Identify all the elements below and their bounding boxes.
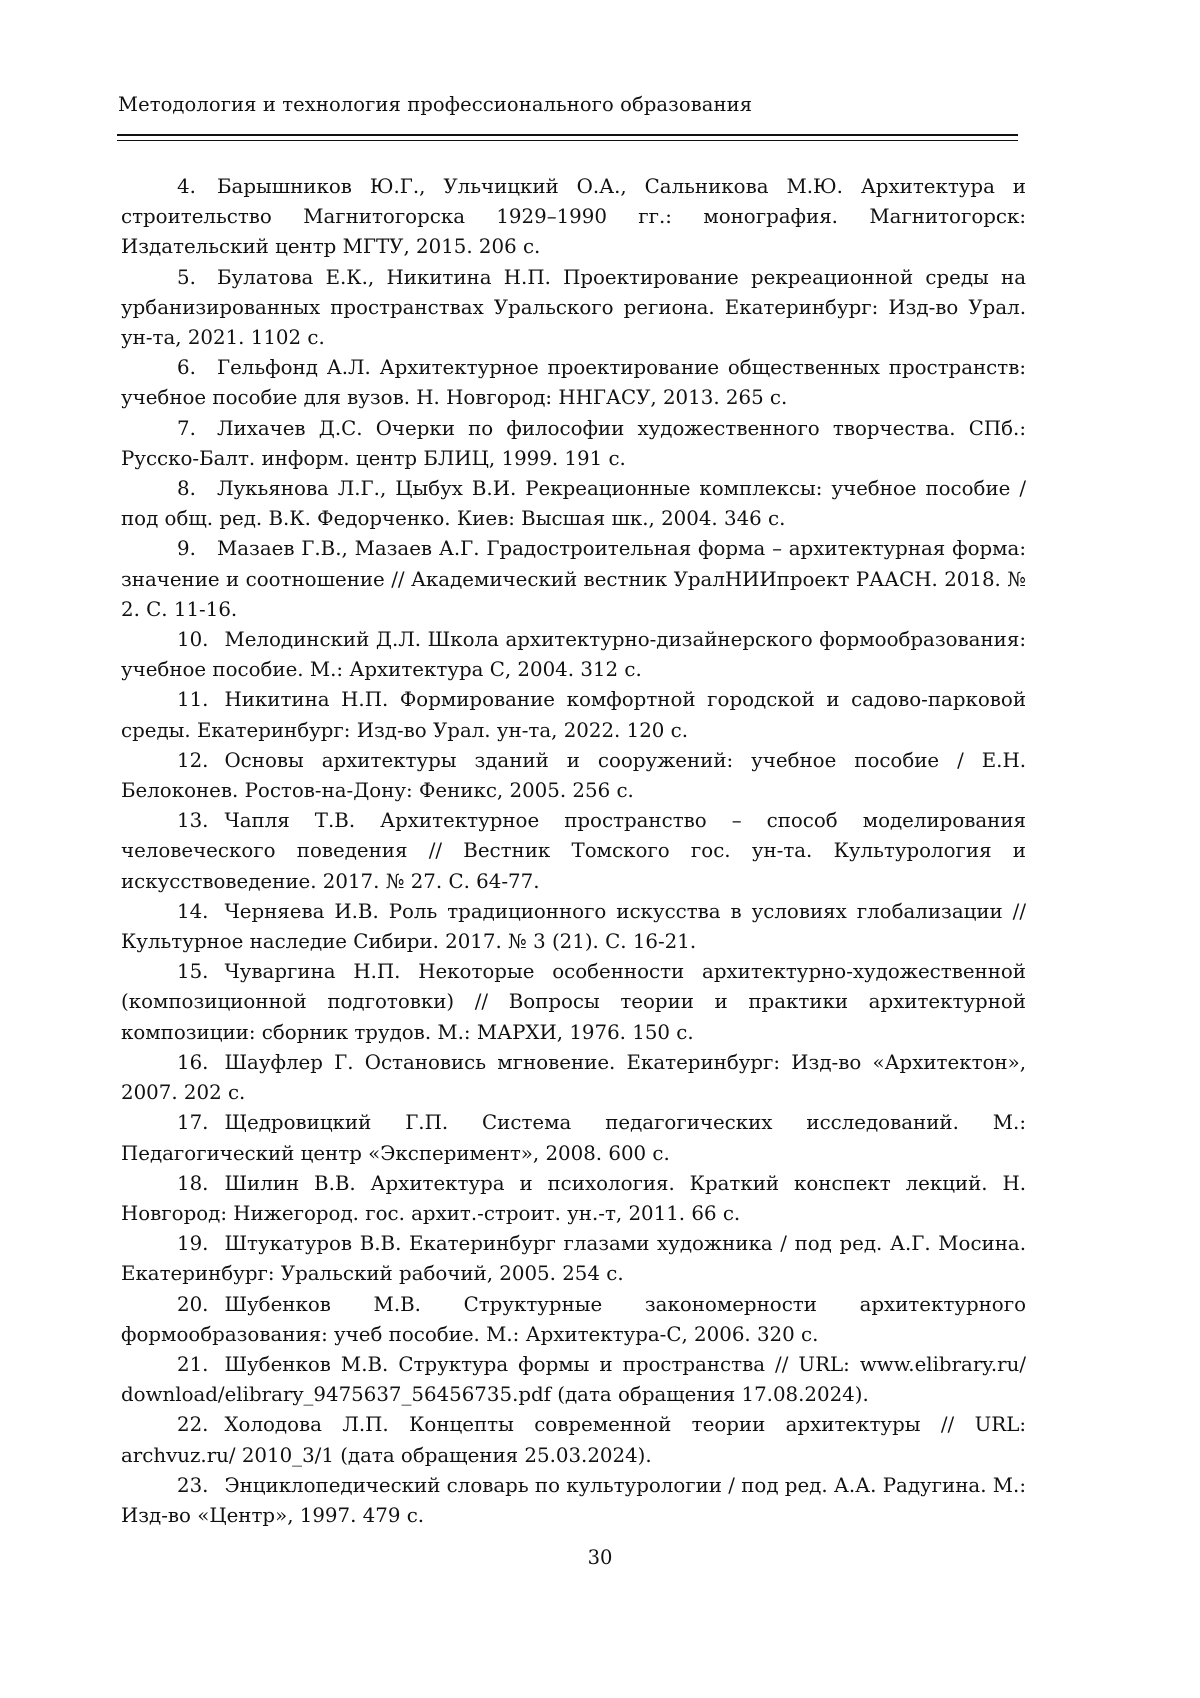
reference-item (121, 1048, 1026, 1108)
reference-item (121, 534, 1026, 625)
reference-number: 6. (177, 356, 196, 380)
reference-text: Штукатуров В.В. Екатеринбург глазами художника / под ред. А.Г. Мосина. Екатеринбург: Уральский рабочий, 2005. 254 с. (121, 1232, 1026, 1286)
reference-number: 17. (177, 1111, 209, 1135)
reference-number: 5. (177, 265, 196, 289)
reference-text: Шауфлер Г. Остановись мгновение. Екатеринбург: Изд-во «Архитектон», 2007. 202 с. (121, 1050, 1026, 1105)
reference-text: Щедровицкий Г.П. Система педагогических исследований. М.: Педагогический центр «Эксперимент», 2008. 600 с. (121, 1111, 1026, 1165)
reference-item (121, 1229, 1026, 1289)
header-rule-thin (117, 140, 1018, 141)
page-number: 30 (587, 1546, 613, 1569)
reference-number: 23. (177, 1473, 209, 1497)
reference-text: Черняева И.В. Роль традиционного искусства в условиях глобализации // Культурное наследие Сибири. 2017. № 3 (21). С. 16-21. (121, 899, 1026, 954)
reference-text: Мелодинский Д.Л. Школа архитектурно-дизайнерского формообразования: учебное пособие. М.: Архитектура С, 2004. 312 с. (121, 628, 1026, 682)
header-rule-thick (117, 134, 1018, 136)
reference-text: Никитина Н.П. Формирование комфортной городской и садово-парковой среды. Екатеринбург: Изд-во Урал. ун-та, 2022. 120 с. (121, 688, 1026, 742)
reference-number: 20. (177, 1292, 209, 1316)
running-head-title: Методология и технология профессионального образования (118, 93, 753, 116)
reference-number: 16. (177, 1050, 209, 1074)
reference-text: Барышников Ю.Г., Ульчицкий О.А., Сальникова М.Ю. Архитектура и строительство Магнитогорска 1929–1990 гг.: монография. Магнитогорск: Издательский центр МГТУ, 2015. 206 с. (121, 175, 1026, 259)
reference-item (121, 897, 1026, 957)
reference-item (121, 263, 1026, 354)
reference-number: 14. (177, 899, 209, 923)
reference-number: 9. (177, 537, 196, 561)
reference-text: Холодова Л.П. Концепты современной теории архитектуры // URL: archvuz.ru/ 2010_3/1 (дата обращения 25.03.2024). (121, 1413, 1026, 1467)
reference-item (121, 414, 1026, 474)
reference-text: Чуваргина Н.П. Некоторые особенности архитектурно-художественной (композиционной подготовки) // Вопросы теории и практики архитектурной композиции: сборник трудов. М.: МАРХИ, 1976. 150 с. (121, 960, 1026, 1044)
reference-item (121, 1471, 1026, 1531)
reference-item (121, 746, 1026, 806)
reference-number: 22. (177, 1413, 209, 1437)
reference-item (121, 353, 1026, 413)
reference-item (121, 957, 1026, 1048)
reference-item (121, 1169, 1026, 1229)
reference-item (121, 1350, 1026, 1410)
reference-item (121, 1108, 1026, 1168)
reference-number: 10. (177, 628, 209, 652)
reference-text: Гельфонд А.Л. Архитектурное проектирование общественных пространств: учебное пособие для вузов. Н. Новгород: ННГАСУ, 2013. 265 с. (121, 356, 1026, 410)
reference-text: Шубенков М.В. Структурные закономерности архитектурного формообразования: учеб пособие. М.: Архитектура-С, 2006. 320 с. (121, 1292, 1026, 1346)
reference-item (121, 685, 1026, 745)
reference-item (121, 172, 1026, 263)
reference-item (121, 474, 1026, 534)
reference-number: 11. (177, 688, 209, 712)
reference-text: Шилин В.В. Архитектура и психология. Краткий конспект лекций. Н. Новгород: Нижегород. гос. архит.-строит. ун.-т, 2011. 66 с. (121, 1171, 1026, 1225)
reference-text: Мазаев Г.В., Мазаев А.Г. Градостроительная форма – архитектурная форма: значение и соотношение // Академический вестник УралНИИпроект РААСН. 2018. № 2. С. 11-16. (121, 537, 1026, 621)
reference-number: 8. (177, 477, 196, 501)
reference-list (121, 172, 1026, 1531)
reference-item (121, 1290, 1026, 1350)
reference-text: Лукьянова Л.Г., Цыбух В.И. Рекреационные комплексы: учебное пособие / под общ. ред. В.К. Федорченко. Киев: Высшая шк., 2004. 346 с. (121, 477, 1026, 531)
reference-text: Чапля Т.В. Архитектурное пространство – способ моделирования человеческого поведения // Вестник Томского гос. ун-та. Культурология и искусствоведение. 2017. № 27. С. 64-77. (121, 809, 1026, 893)
reference-text: Энциклопедический словарь по культурологии / под ред. А.А. Радугина. М.: Изд-во «Центр», 1997. 479 с. (121, 1473, 1026, 1527)
reference-number: 18. (177, 1171, 209, 1195)
reference-item (121, 1410, 1026, 1470)
reference-number: 15. (177, 960, 209, 984)
reference-item (121, 625, 1026, 685)
reference-item (121, 806, 1026, 897)
reference-number: 21. (177, 1352, 209, 1376)
reference-number: 19. (177, 1232, 209, 1256)
reference-text: Основы архитектуры зданий и сооружений: учебное пособие / Е.Н. Белоконев. Ростов-на-Дону: Феникс, 2005. 256 с. (121, 748, 1026, 803)
reference-number: 7. (177, 416, 196, 440)
reference-text: Лихачев Д.С. Очерки по философии художественного творчества. СПб.: Русско-Балт. информ. центр БЛИЦ, 1999. 191 с. (121, 416, 1026, 470)
reference-number: 13. (177, 809, 209, 833)
reference-number: 12. (177, 748, 209, 772)
reference-text: Шубенков М.В. Структура формы и пространства // URL: www.elibrary.ru/ download/elibrary_9475637_56456735.pdf (дата обращения 17.08.2024). (121, 1352, 1026, 1407)
reference-text: Булатова Е.К., Никитина Н.П. Проектирование рекреационной среды на урбанизированных пространствах Уральского региона. Екатеринбург: Изд-во Урал. ун-та, 2021. 1102 с. (121, 265, 1026, 350)
reference-number: 4. (177, 175, 196, 198)
